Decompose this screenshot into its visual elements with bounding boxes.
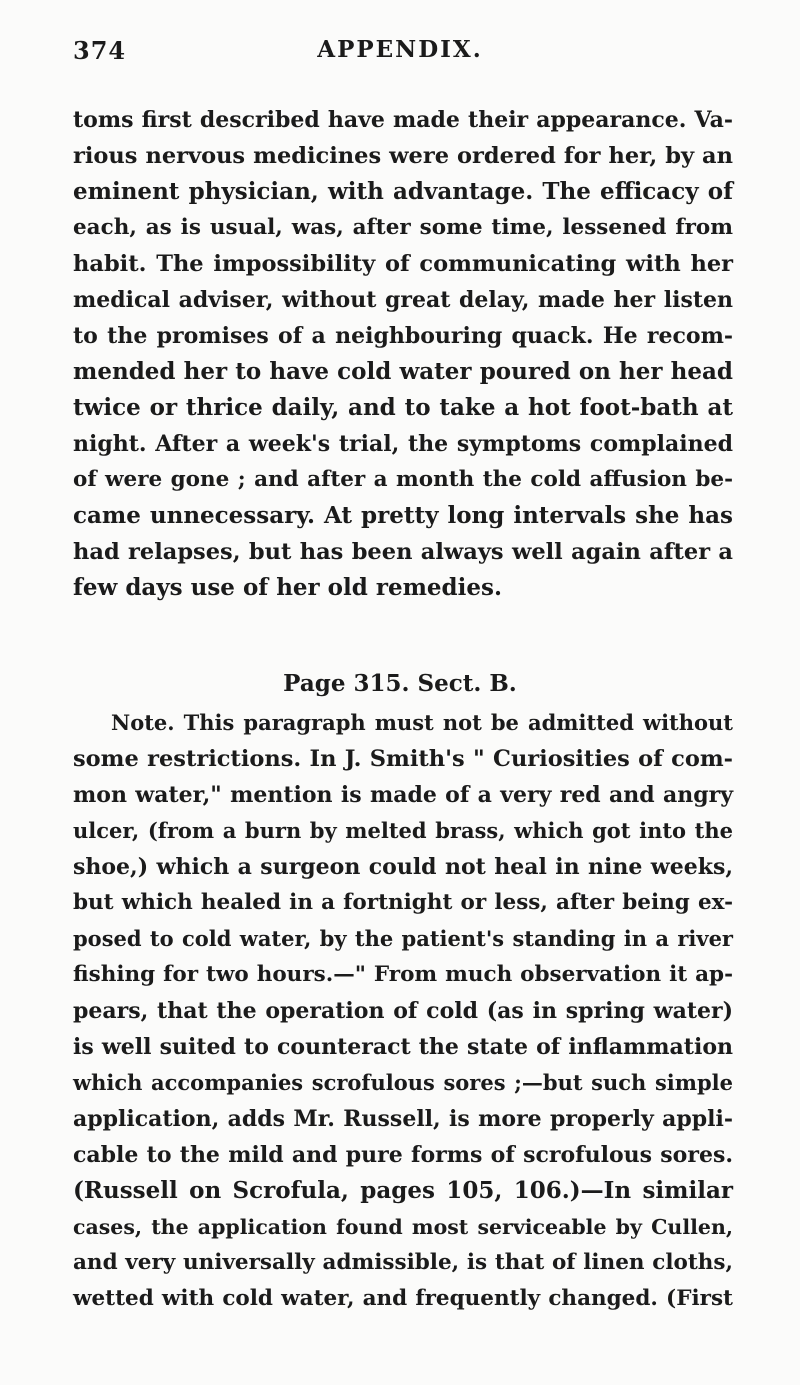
text-line: which accompanies scrofulous sores ;—but such simple [73,1070,733,1095]
text-line: rious nervous medicines were ordered for her, by an [73,143,733,169]
page-number: 374 [73,36,127,65]
text-line: ulcer, (from a burn by melted brass, which got into the [73,818,733,843]
text-line: each, as is usual, was, after some time, lessened from [73,215,733,240]
text-line: pears, that the operation of cold (as in spring water) [73,998,733,1024]
text-line: came unnecessary. At pretty long intervals she has [73,502,733,529]
text-line: to the promises of a neighbouring quack. He recom- [73,323,733,349]
text-line: Note. This paragraph must not be admitted without [111,710,733,735]
section-heading: Page 315. Sect. B. [283,670,517,697]
text-line: eminent physician, with advantage. The efficacy of [73,178,733,205]
text-line: habit. The impossibility of communicating with her [73,251,733,277]
text-line: medical adviser, without great delay, made her listen [73,287,733,313]
text-line: mon water," mention is made of a very red and angry [73,782,733,808]
text-line: shoe,) which a surgeon could not heal in nine weeks, [73,854,733,880]
text-line: few days use of her old remedies. [73,574,502,601]
paragraph-2 [73,705,733,1317]
text-line: toms first described have made their appearance. Va- [73,107,733,133]
text-line: twice or thrice daily, and to take a hot foot-bath at [73,394,733,421]
text-line: some restrictions. In J. Smith's " Curiosities of com- [73,746,733,772]
text-line: is well suited to counteract the state of inflammation [73,1034,733,1060]
text-line: fishing for two hours.—" From much observation it ap- [73,962,733,987]
paragraph-1 [73,102,733,606]
running-head: APPENDIX. [317,36,483,63]
text-line: of were gone ; and after a month the cold affusion be- [73,467,733,492]
text-line: (Russell on Scrofula, pages 105, 106.)—In similar [73,1177,733,1204]
text-line: mended her to have cold water poured on her head [73,358,733,385]
text-line: but which healed in a fortnight or less, after being ex- [73,890,733,915]
text-line: cases, the application found most serviceable by Cullen, [73,1215,733,1239]
text-line: cable to the mild and pure forms of scrofulous sores. [73,1142,733,1168]
text-line: application, adds Mr. Russell, is more properly appli- [73,1106,733,1132]
text-line: night. After a week's trial, the symptoms complained [73,431,733,457]
text-line: wetted with cold water, and frequently changed. (First [73,1286,733,1311]
text-line: and very universally admissible, is that of linen cloths, [73,1250,733,1275]
text-line: had relapses, but has been always well again after a [73,539,733,565]
page-header [0,36,800,76]
text-line: posed to cold water, by the patient's standing in a river [73,926,733,951]
